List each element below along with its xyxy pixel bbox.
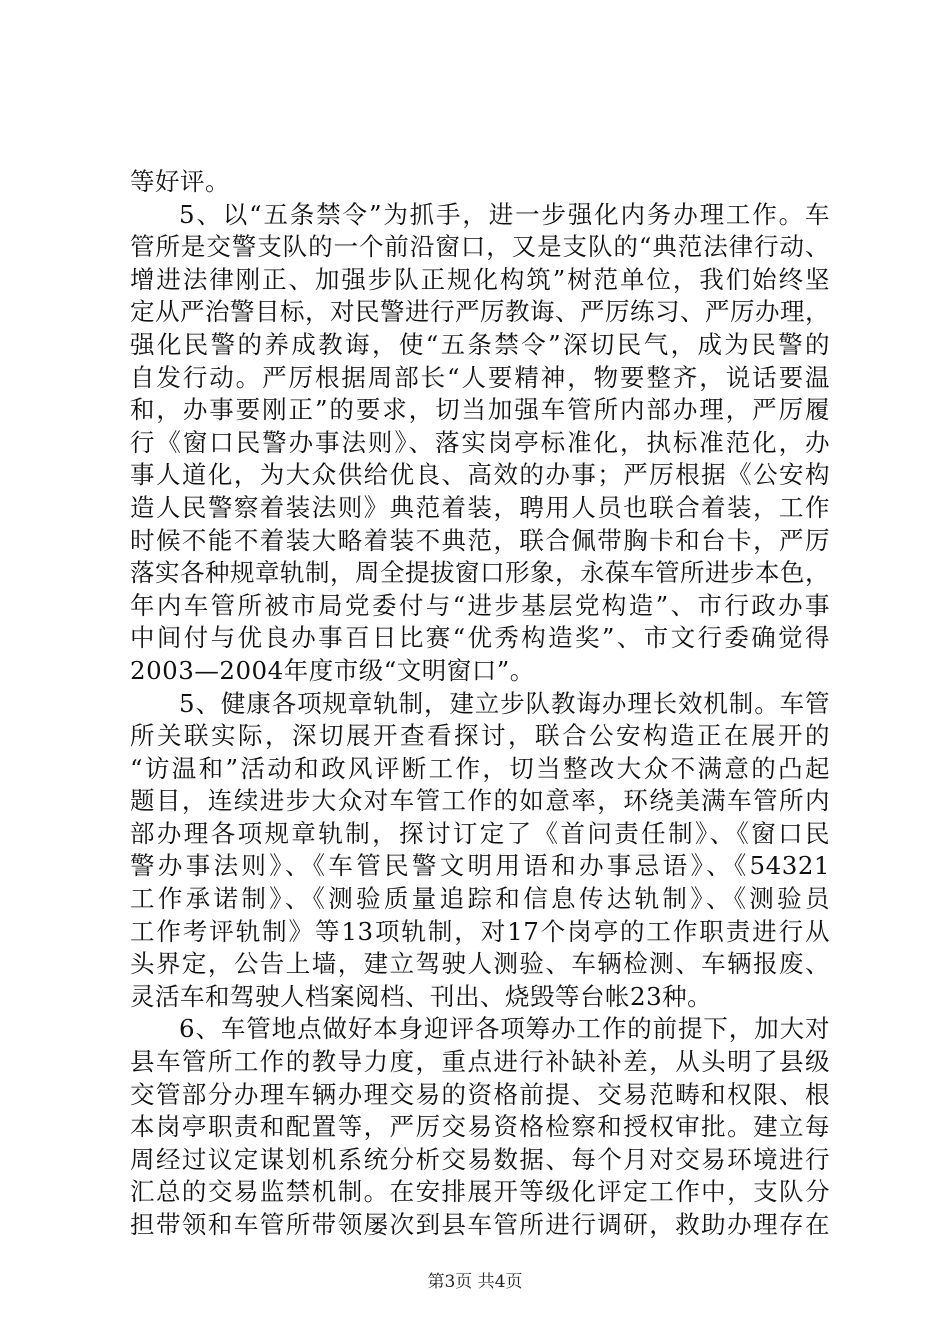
text-line: 自发行动。严厉根据周部长“人要精神，物要整齐，说话要温: [130, 362, 830, 392]
text-line: 汇总的交易监禁机制。在安排展开等级化评定工作中，支队分: [130, 1177, 830, 1207]
text-line: 年内车管所被市局党委付与“进步基层党构造”、市行政办事: [130, 590, 830, 620]
text-line: 管所是交警支队的一个前沿窗口，又是支队的“典范法律行动、: [130, 232, 830, 262]
text-line: 本岗亭职责和配置等，严厉交易资格检察和授权审批。建立每: [130, 1112, 830, 1142]
text-line: 行《窗口民警办事法则》、落实岗亭标准化，执标准范化，办: [130, 427, 830, 457]
text-line: 6、车管地点做好本身迎评各项筹办工作的前提下，加大对: [179, 1014, 830, 1044]
text-line: 交管部分办理车辆办理交易的资格前提、交易范畴和权限、根: [130, 1079, 830, 1109]
text-line: “访温和”活动和政风评断工作，切当整改大众不满意的凸起: [130, 753, 830, 783]
text-line: 强化民警的养成教诲，使“五条禁令”深切民气，成为民警的: [130, 329, 830, 359]
text-line: 头界定，公告上墙，建立驾驶人测验、车辆检测、车辆报废、: [130, 949, 830, 979]
text-line: 造人民警察着装法则》典范着装，聘用人员也联合着装，工作: [130, 492, 830, 522]
page-footer: 第3页 共4页: [427, 1272, 523, 1292]
text-line: 警办事法则》、《车管民警文明用语和办事忌语》、《54321: [130, 851, 830, 881]
text-line: 县车管所工作的教导力度，重点进行补缺补差，从头明了县级: [130, 1047, 830, 1077]
text-line: 5、健康各项规章轨制，建立步队教诲办理长效机制。车管: [179, 688, 830, 718]
text-line: 5、以“五条禁令”为抓手，进一步强化内务办理工作。车: [179, 199, 830, 229]
text-line: 等好评。: [130, 167, 230, 196]
text-line: 工作承诺制》、《测验质量追踪和信息传达轨制》、《测验员: [130, 884, 830, 914]
text-line: 事人道化，为大众供给优良、高效的办事；严厉根据《公安构: [130, 460, 830, 490]
text-line: 工作考评轨制》等13项轨制，对17个岗亭的工作职责进行从: [130, 916, 830, 946]
text-line: 增进法律刚正、加强步队正规化构筑”树范单位，我们始终坚: [130, 264, 830, 294]
text-line: 担带领和车管所带领屡次到县车管所进行调研，救助办理存在: [130, 1210, 830, 1239]
text-line: 落实各种规章轨制，周全提拔窗口形象，永葆车管所进步本色，: [130, 558, 830, 588]
text-line: 部办理各项规章轨制，探讨订定了《首问责任制》、《窗口民: [130, 818, 830, 848]
text-line: 题目，连续进步大众对车管工作的如意率，环绕美满车管所内: [130, 786, 830, 816]
text-line: 灵活车和驾驶人档案阅档、刊出、烧毁等台帐23种。: [130, 981, 713, 1011]
text-line: 周经过议定谋划机系统分析交易数据、每个月对交易环境进行: [130, 1144, 830, 1174]
text-line: 中间付与优良办事百日比赛“优秀构造奖”、市文行委确觉得: [130, 623, 830, 653]
text-line: 定从严治警目标，对民警进行严厉教诲、严厉练习、严厉办理，: [130, 297, 830, 327]
text-line: 2003—2004年度市级“文明窗口”。: [130, 655, 535, 685]
text-line: 和，办事要刚正”的要求，切当加强车管所内部办理，严厉履: [130, 395, 830, 425]
text-line: 时候不能不着装大略着装不典范，联合佩带胸卡和台卡，严厉: [130, 525, 830, 555]
text-line: 所关联实际，深切展开查看探讨，联合公安构造正在展开的: [130, 721, 830, 751]
document-body: [130, 166, 830, 1242]
